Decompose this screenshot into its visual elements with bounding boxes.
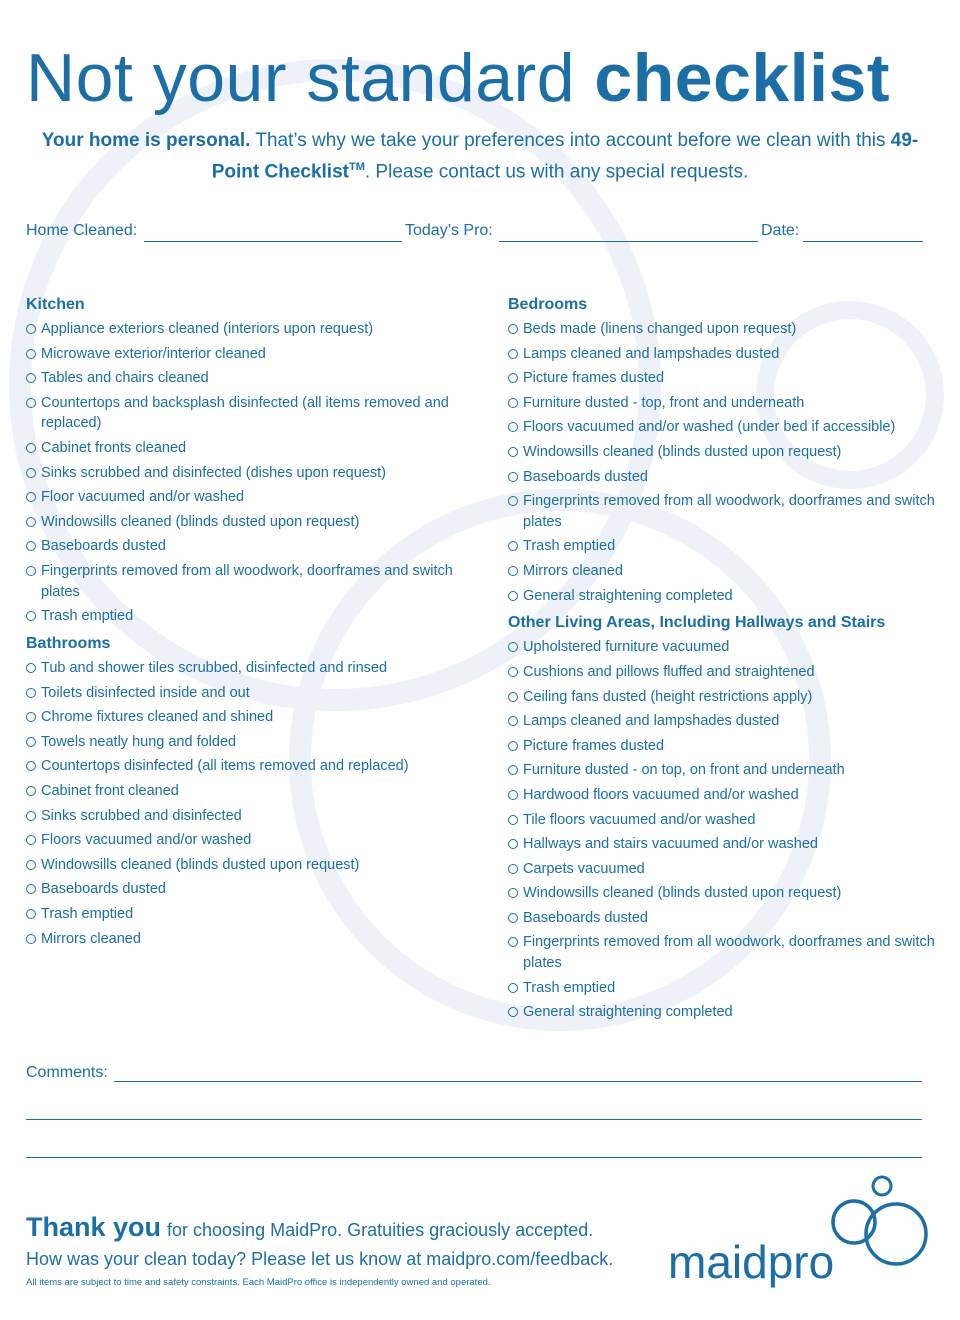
checkbox-circle-icon[interactable] (508, 472, 518, 482)
checklist-item[interactable] (508, 417, 948, 438)
checkbox-circle-icon[interactable] (508, 642, 518, 652)
checklist-item-label: Picture frames dusted (523, 737, 665, 754)
checklist-item[interactable] (26, 683, 466, 704)
checklist-item[interactable] (26, 606, 466, 627)
checkbox-circle-icon[interactable] (508, 667, 518, 677)
checklist-item-label: Chrome fixtures cleaned and shined (41, 709, 274, 726)
header-fields (26, 222, 926, 248)
checklist-item[interactable] (508, 932, 948, 973)
checklist-item-label: General straightening completed (523, 587, 733, 604)
bedrooms-list (508, 319, 948, 606)
checkbox-circle-icon[interactable] (26, 761, 36, 771)
checkbox-circle-icon[interactable] (508, 566, 518, 576)
intro-paragraph (40, 127, 920, 185)
left-column (26, 294, 466, 955)
checkbox-circle-icon[interactable] (508, 983, 518, 993)
checklist-item[interactable] (508, 467, 948, 488)
intro-text-2: . Please contact us with any special requests. (364, 161, 749, 183)
checklist-item-label: Trash emptied (41, 905, 134, 922)
date-field[interactable] (803, 241, 923, 242)
checklist-item[interactable] (508, 491, 948, 532)
checklist-item-label: Floor vacuumed and/or washed (41, 489, 245, 506)
comments-line-3[interactable] (26, 1157, 922, 1158)
checklist-item-label: Trash emptied (523, 538, 616, 555)
living-areas-list (508, 637, 948, 1023)
checklist-item[interactable] (26, 319, 466, 340)
checkbox-circle-icon[interactable] (26, 492, 36, 502)
checklist-item[interactable] (26, 512, 466, 533)
checklist-item[interactable] (26, 707, 466, 728)
checklist-item-label: Ceiling fans dusted (height restrictions apply) (523, 688, 813, 705)
checklist-item[interactable] (508, 368, 948, 389)
feedback-text: How was your clean today? Please let us know at maidpro.com/feedback. (26, 1249, 614, 1269)
checkbox-circle-icon[interactable] (508, 349, 518, 359)
checkbox-circle-icon[interactable] (26, 349, 36, 359)
checklist-item-label: Microwave exterior/interior cleaned (41, 345, 266, 362)
checklist-item-label: Beds made (linens changed upon request) (523, 321, 797, 337)
home-cleaned-label: Home Cleaned: (26, 222, 138, 239)
checklist-item-label: Upholstered furniture vacuumed (523, 639, 730, 656)
checklist-item-label: Hallways and stairs vacuumed and/or washed (523, 836, 818, 853)
checkbox-circle-icon[interactable] (508, 815, 518, 825)
checklist-item-label: Sinks scrubbed and disinfected (41, 807, 242, 824)
checklist-item-label: Windowsills cleaned (blinds dusted upon request) (523, 885, 842, 902)
checklist-item[interactable] (508, 760, 948, 781)
checkbox-circle-icon[interactable] (508, 864, 518, 874)
checklist-item[interactable] (508, 978, 948, 999)
checkbox-circle-icon[interactable] (508, 937, 518, 947)
checklist-item[interactable] (508, 561, 948, 582)
checklist-item[interactable] (26, 855, 466, 876)
checkbox-circle-icon[interactable] (26, 835, 36, 845)
checklist-item-label: Towels neatly hung and folded (41, 733, 237, 750)
checklist-item-label: Baseboards dusted (41, 881, 166, 898)
checkbox-circle-icon[interactable] (508, 447, 518, 457)
checkbox-circle-icon[interactable] (26, 909, 36, 919)
checkbox-circle-icon[interactable] (508, 716, 518, 726)
checklist-item-label: Fingerprints removed from all woodwork, doorframes and switch plates (523, 934, 935, 972)
checkbox-circle-icon[interactable] (26, 541, 36, 551)
checklist-item[interactable] (508, 736, 948, 757)
checklist-item[interactable] (26, 929, 466, 950)
checklist-item[interactable] (26, 732, 466, 753)
checklist-item-label: Tile floors vacuumed and/or washed (523, 811, 756, 828)
checklist-item-label: Tables and chairs cleaned (41, 370, 209, 387)
checklist-item-label: Appliance exteriors cleaned (interiors upon request) (41, 321, 374, 337)
checkbox-circle-icon[interactable] (26, 468, 36, 478)
checklist-item-label: Windowsills cleaned (blinds dusted upon request) (41, 513, 360, 530)
checklist-item[interactable] (508, 785, 948, 806)
checkbox-circle-icon[interactable] (508, 741, 518, 751)
checklist-item-label: Baseboards dusted (41, 538, 166, 555)
brand-wordmark: maidpro (668, 1236, 835, 1288)
checklist-item[interactable] (508, 908, 948, 929)
checkbox-circle-icon[interactable] (26, 373, 36, 383)
checklist-item[interactable] (26, 904, 466, 925)
checklist-item[interactable] (508, 637, 948, 658)
checklist-item[interactable] (508, 319, 948, 340)
checklist-item-label: Toilets disinfected inside and out (41, 684, 250, 701)
checklist-item[interactable] (26, 487, 466, 508)
checklist-item[interactable] (26, 536, 466, 557)
kitchen-list (26, 319, 466, 627)
checklist-item-label: Lamps cleaned and lampshades dusted (523, 713, 780, 730)
checklist-item[interactable] (26, 344, 466, 365)
intro-bold: Your home is personal. (41, 130, 251, 151)
checkbox-circle-icon[interactable] (26, 688, 36, 698)
checklist-item[interactable] (508, 1002, 948, 1023)
checkbox-circle-icon[interactable] (26, 566, 36, 576)
checkbox-circle-icon[interactable] (26, 934, 36, 944)
checklist-item[interactable] (508, 344, 948, 365)
comments-line-1[interactable] (114, 1081, 922, 1082)
checklist-item-label: Floors vacuumed and/or washed (41, 832, 252, 849)
checkbox-circle-icon[interactable] (508, 790, 518, 800)
checklist-item[interactable] (26, 561, 466, 602)
checklist-item-label: Floors vacuumed and/or washed (under bed if accessible) (523, 419, 896, 436)
bathrooms-title: Bathrooms (26, 635, 111, 653)
checklist-item[interactable] (26, 756, 466, 777)
title-light: Not your standard (26, 40, 576, 116)
checkbox-circle-icon[interactable] (508, 913, 518, 923)
right-column (508, 294, 948, 1029)
checklist-item-label: General straightening completed (523, 1004, 733, 1021)
checklist-item[interactable] (26, 393, 466, 434)
checklist-item[interactable] (26, 806, 466, 827)
checkbox-circle-icon[interactable] (508, 324, 518, 334)
checkbox-circle-icon[interactable] (26, 443, 36, 453)
bathrooms-list (26, 658, 466, 949)
checklist-item-label: Countertops disinfected (all items removed and replaced) (41, 758, 409, 775)
checklist-item[interactable] (26, 368, 466, 389)
checkbox-circle-icon[interactable] (508, 422, 518, 432)
checklist-item[interactable] (26, 658, 466, 679)
comments-line-2[interactable] (26, 1119, 922, 1120)
checkbox-circle-icon[interactable] (26, 324, 36, 334)
living-areas-title: Other Living Areas, Including Hallways and Stairs (508, 614, 886, 632)
checklist-item[interactable] (508, 687, 948, 708)
checkbox-circle-icon[interactable] (26, 398, 36, 408)
checklist-item-label: Mirrors cleaned (523, 563, 623, 580)
checklist-item-label: Windowsills cleaned (blinds dusted upon request) (41, 856, 360, 873)
checkbox-circle-icon[interactable] (26, 884, 36, 894)
page-title (26, 38, 946, 118)
trademark: TM (348, 161, 365, 173)
title-bold: checklist (594, 40, 890, 116)
checklist-item[interactable] (26, 463, 466, 484)
checkbox-circle-icon[interactable] (508, 1007, 518, 1017)
checklist-item[interactable] (26, 781, 466, 802)
checkbox-circle-icon[interactable] (508, 839, 518, 849)
checklist-item[interactable] (508, 859, 948, 880)
checkbox-circle-icon[interactable] (26, 663, 36, 673)
checkbox-circle-icon[interactable] (508, 888, 518, 898)
checkbox-circle-icon[interactable] (508, 496, 518, 506)
bedrooms-title: Bedrooms (508, 296, 588, 313)
maidpro-logo (666, 1172, 936, 1302)
checklist-item[interactable] (508, 586, 948, 607)
checklist-item-label: Tub and shower tiles scrubbed, disinfected and rinsed (41, 660, 388, 677)
checklist-item-label: Trash emptied (41, 608, 134, 625)
checkbox-circle-icon[interactable] (508, 373, 518, 383)
checklist-item[interactable] (508, 536, 948, 557)
home-cleaned-field[interactable] (144, 241, 402, 242)
checklist-item[interactable] (26, 830, 466, 851)
checklist-item-label: Cabinet fronts cleaned (41, 440, 187, 457)
checklist-item[interactable] (508, 834, 948, 855)
checklist-item-label: Mirrors cleaned (41, 930, 141, 947)
checkbox-circle-icon[interactable] (26, 860, 36, 870)
fine-print: All items are subject to time and safety constraints. Each MaidPro office is independently owned and operated. (26, 1277, 491, 1288)
checklist-item-label: Windowsills cleaned (blinds dusted upon request) (523, 443, 842, 460)
thank-you-heading: Thank you (26, 1212, 162, 1242)
todays-pro-label: Today’s Pro: (405, 222, 493, 239)
checkbox-circle-icon[interactable] (26, 786, 36, 796)
checkbox-circle-icon[interactable] (26, 811, 36, 821)
checkbox-circle-icon[interactable] (508, 765, 518, 775)
checkbox-circle-icon[interactable] (26, 737, 36, 747)
checkbox-circle-icon[interactable] (508, 541, 518, 551)
checklist-item-label: Sinks scrubbed and disinfected (dishes upon request) (41, 464, 386, 481)
checklist-item-label: Baseboards dusted (523, 468, 648, 485)
checklist-item[interactable] (508, 442, 948, 463)
kitchen-title: Kitchen (26, 296, 85, 313)
checkbox-circle-icon[interactable] (508, 591, 518, 601)
checkbox-circle-icon[interactable] (26, 611, 36, 621)
intro-text-1: That’s why we take your preferences into account before we clean with this (250, 130, 891, 151)
intro-checklist-name: 49-Point Checklist (211, 130, 919, 183)
checkbox-circle-icon[interactable] (508, 398, 518, 408)
checklist-item-label: Fingerprints removed from all woodwork, doorframes and switch plates (41, 563, 453, 600)
date-label: Date: (761, 222, 800, 239)
checkbox-circle-icon[interactable] (26, 517, 36, 527)
checklist-item[interactable] (508, 883, 948, 904)
checklist-item-label: Countertops and backsplash disinfected (all items removed and replaced) (41, 394, 449, 432)
thank-you-text: for choosing MaidPro. Gratuities graciously accepted. (167, 1220, 594, 1240)
checklist-item[interactable] (508, 711, 948, 732)
checklist-item-label: Picture frames dusted (523, 370, 665, 387)
bubbles-icon (826, 1172, 936, 1282)
checklist-item-label: Hardwood floors vacuumed and/or washed (523, 786, 799, 803)
checklist-item-label: Furniture dusted - top, front and underneath (523, 394, 805, 411)
checkbox-circle-icon[interactable] (26, 712, 36, 722)
checklist-item-label: Trash emptied (523, 979, 616, 996)
checklist-item[interactable] (508, 810, 948, 831)
checklist-item-label: Furniture dusted - on top, on front and underneath (523, 762, 845, 779)
checkbox-circle-icon[interactable] (508, 692, 518, 702)
checklist-item-label: Carpets vacuumed (523, 860, 645, 877)
checklist-item-label: Cabinet front cleaned (41, 783, 179, 800)
checklist-item[interactable] (508, 393, 948, 414)
checklist-item-label: Cushions and pillows fluffed and straightened (523, 663, 815, 680)
checklist-item-label: Fingerprints removed from all woodwork, doorframes and switch plates (523, 493, 935, 530)
comments-label: Comments: (26, 1064, 108, 1081)
thank-you-block (26, 1210, 666, 1271)
checklist-item[interactable] (508, 662, 948, 683)
checklist-item[interactable] (26, 438, 466, 459)
checklist-item[interactable] (26, 879, 466, 900)
checklist-item-label: Lamps cleaned and lampshades dusted (523, 345, 780, 362)
todays-pro-field[interactable] (499, 241, 758, 242)
checklist-item-label: Baseboards dusted (523, 909, 648, 926)
